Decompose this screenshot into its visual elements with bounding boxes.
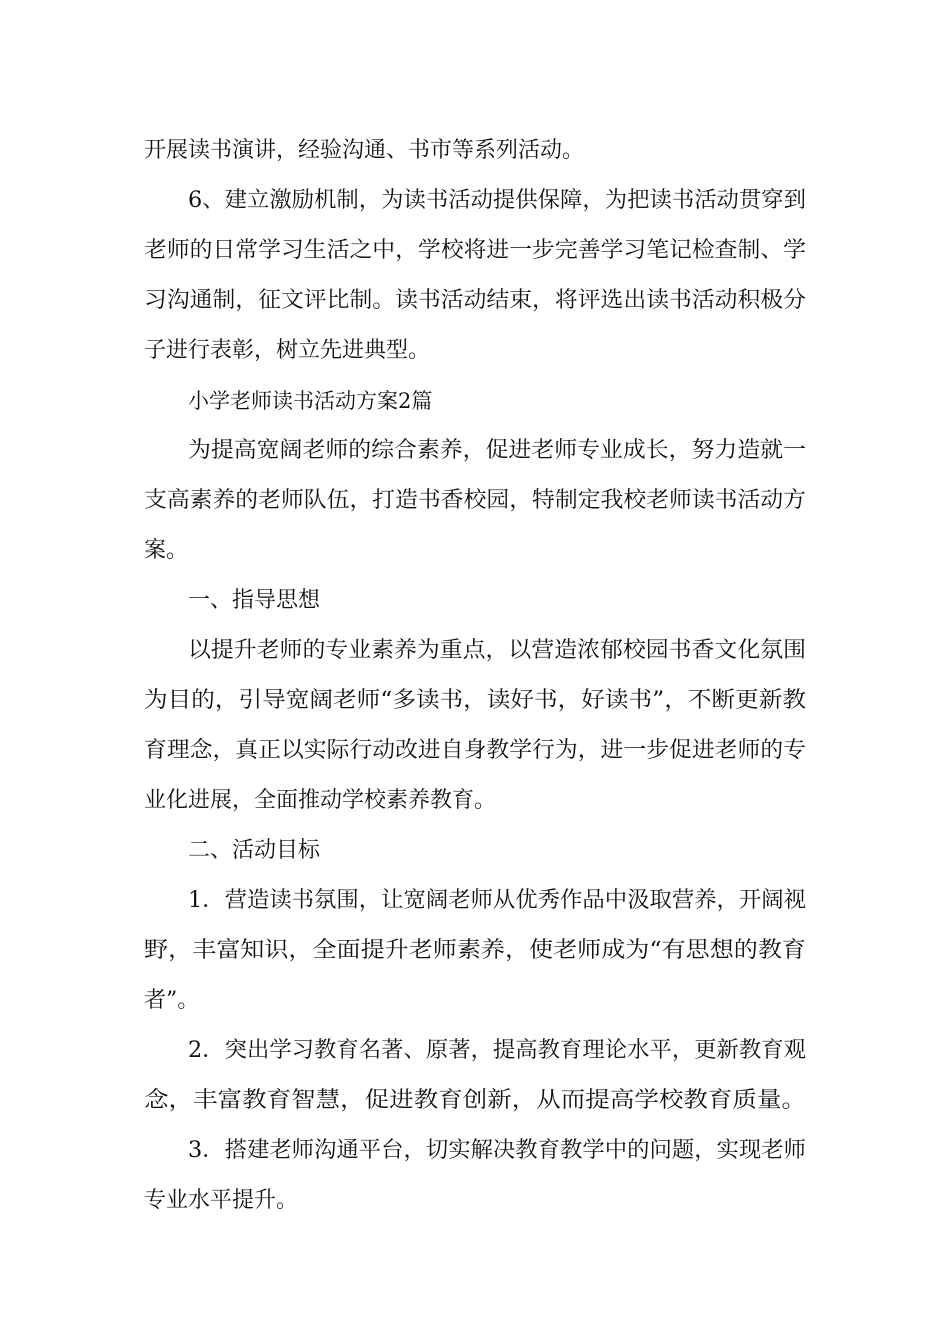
text-line-4-content: 习沟通制，征文评比制。读书活动结束，将评选出读书活动积极分 [144, 288, 806, 313]
text-line-13-content: 育理念，真正以实际行动改进自身教学行为，进一步促进老师的专 [144, 738, 806, 763]
text-line-19 [0, 1026, 950, 1076]
text-line-22-content: 专业水平提升。 [144, 1188, 299, 1213]
text-line-21 [0, 1126, 950, 1176]
text-line-3-content: 老师的日常学习生活之中，学校将进一步完善学习笔记检查制、学 [144, 238, 806, 263]
text-line-5-content: 子进行表彰，树立先进典型。 [144, 338, 431, 363]
text-line-9-content: 案。 [144, 538, 189, 563]
text-line-9 [0, 526, 950, 576]
text-line-17 [0, 926, 950, 976]
text-line-3 [0, 226, 950, 276]
text-line-22 [0, 1176, 950, 1226]
text-line-14 [0, 776, 950, 826]
heading-guiding-ideas [0, 576, 950, 626]
text-line-11 [0, 626, 950, 676]
section-title-content: 小学老师读书活动方案2篇 [188, 389, 433, 413]
heading-activity-goals-content: 二、活动目标 [188, 838, 321, 863]
section-title [0, 376, 950, 426]
text-line-13 [0, 726, 950, 776]
text-line-8 [0, 476, 950, 526]
text-line-14-content: 业化进展，全面推动学校素养教育。 [144, 788, 497, 813]
heading-guiding-ideas-content: 一、指导思想 [188, 588, 321, 613]
text-line-4 [0, 276, 950, 326]
text-line-8-content: 支高素养的老师队伍，打造书香校园，特制定我校老师读书活动方 [144, 488, 806, 513]
text-line-20 [0, 1076, 950, 1126]
text-line-2-content: 6、建立激励机制，为读书活动提供保障，为把读书活动贯穿到 [188, 188, 807, 213]
text-line-11-content: 以提升老师的专业素养为重点，以营造浓郁校园书香文化氛围 [188, 638, 806, 663]
text-line-18 [0, 976, 950, 1026]
text-line-12-content: 为目的，引导宽阔老师“多读书，读好书，好读书”，不断更新教 [144, 688, 807, 713]
text-line-2 [0, 176, 950, 226]
text-line-20-content: 念，丰富教育智慧，促进教育创新，从而提高学校教育质量。 [144, 1088, 806, 1113]
text-line-1-content: 开展读书演讲，经验沟通、书市等系列活动。 [144, 138, 585, 163]
heading-activity-goals [0, 826, 950, 876]
text-line-18-content: 者”。 [144, 988, 200, 1013]
text-line-7-content: 为提高宽阔老师的综合素养，促进老师专业成长，努力造就一 [188, 438, 806, 463]
text-line-17-content: 野，丰富知识，全面提升老师素养，使老师成为“有思想的教育 [144, 938, 806, 963]
text-line-16 [0, 876, 950, 926]
text-line-12 [0, 676, 950, 726]
text-line-5 [0, 326, 950, 376]
text-line-1 [0, 126, 950, 176]
text-line-19-content: 2．突出学习教育名著、原著，提高教育理论水平，更新教育观 [188, 1038, 807, 1063]
text-line-16-content: 1．营造读书氛围，让宽阔老师从优秀作品中汲取营养，开阔视 [188, 888, 807, 913]
text-line-7 [0, 426, 950, 476]
text-line-21-content: 3．搭建老师沟通平台，切实解决教育教学中的问题，实现老师 [188, 1138, 807, 1163]
